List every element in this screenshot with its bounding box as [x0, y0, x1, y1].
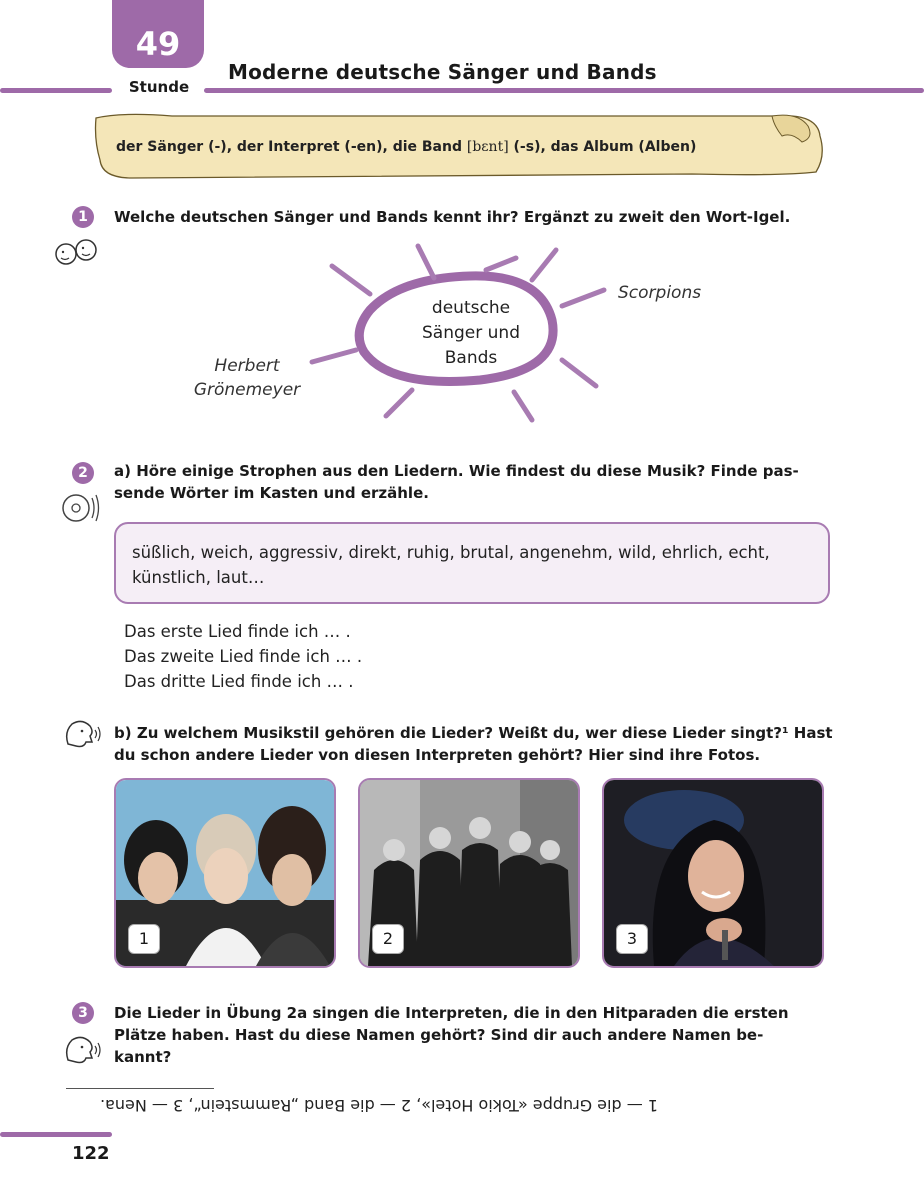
task3-line2: Plätze haben. Hast du diese Namen gehört? Sind dir auch andere Namen be-	[114, 1026, 764, 1044]
task2-number: 2	[72, 462, 94, 484]
task3-line3: kannt?	[114, 1048, 172, 1066]
task3-text	[114, 1002, 826, 1068]
footer-rule	[0, 1132, 112, 1137]
task1-text: Welche deutschen Sänger und Bands kennt ihr? Ergänzt zu zweit den Wort-Igel.	[114, 208, 791, 226]
task3-line1: Die Lieder in Übung 2a singen die Interpreten, die in den Hitparaden die ersten	[114, 1004, 789, 1022]
spider-center-line2: Sänger und	[422, 323, 520, 343]
spider-center-line1: deutsche	[431, 298, 511, 318]
task2b-text	[114, 722, 833, 766]
speaking-head-icon-2	[62, 1034, 102, 1066]
footnote-answer: 1 — die Gruppe «Tokio Hotel», 2 — die Band „Rammstein“, 3 — Nena.	[100, 1096, 658, 1115]
pair-work-icon	[52, 238, 102, 268]
header-rule-left	[0, 88, 112, 93]
page-title: Moderne deutsche Sänger und Bands	[228, 60, 657, 84]
header-rule-right	[204, 88, 924, 93]
vocab-text	[116, 139, 696, 155]
photo-2-label: 2	[372, 924, 404, 954]
sentence-3: Das dritte Lied finde ich … .	[124, 672, 354, 691]
spider-center-line3: Bands	[444, 348, 498, 368]
task2b-line1: b) Zu welchem Musikstil gehören die Lieder? Weißt du, wer diese Lieder singt?¹ Hast	[114, 724, 833, 742]
adjective-box-line2: künstlich, laut…	[132, 568, 265, 587]
photo-3-label: 3	[616, 924, 648, 954]
task1-number: 1	[72, 206, 94, 228]
page-number: 122	[72, 1143, 110, 1164]
adjective-box-line1: süßlich, weich, aggressiv, direkt, ruhig, brutal, angenehm, wild, ehrlich, echt,	[132, 543, 770, 562]
task2a-line1: a) Höre einige Strophen aus den Liedern. Wie findest du diese Musik? Finde pas-	[114, 462, 799, 480]
spider-word-scorpions: Scorpions	[618, 283, 702, 303]
vocab-text-before: der Sänger (-), der Interpret (-en), die Band	[116, 139, 467, 155]
task2b-line2: du schon andere Lieder von diesen Interpreten gehört? Hier sind ihre Fotos.	[114, 746, 761, 764]
speaking-head-icon	[62, 718, 102, 750]
spider-center-text	[406, 296, 536, 371]
adjective-box-text	[132, 540, 812, 590]
vocab-text-after: (-s), das Album (Alben)	[508, 139, 697, 155]
task2a-text	[114, 460, 799, 504]
task2a-line2: sende Wörter im Kasten und erzähle.	[114, 484, 429, 502]
spider-word-left-line1: Herbert	[214, 356, 280, 376]
sentence-1: Das erste Lied finde ich … .	[124, 622, 351, 641]
cd-listen-icon	[58, 490, 100, 526]
photo-1-label: 1	[128, 924, 160, 954]
lesson-label: Stunde	[128, 78, 190, 96]
spider-word-left-line2: Grönemeyer	[193, 380, 301, 400]
sentence-2: Das zweite Lied finde ich … .	[124, 647, 363, 666]
lesson-number: 49	[135, 25, 181, 63]
spider-word-groenemeyer	[182, 354, 312, 402]
footnote-rule	[66, 1088, 214, 1089]
vocab-phonetic: [bɛnt]	[466, 139, 509, 155]
task3-number: 3	[72, 1002, 94, 1024]
